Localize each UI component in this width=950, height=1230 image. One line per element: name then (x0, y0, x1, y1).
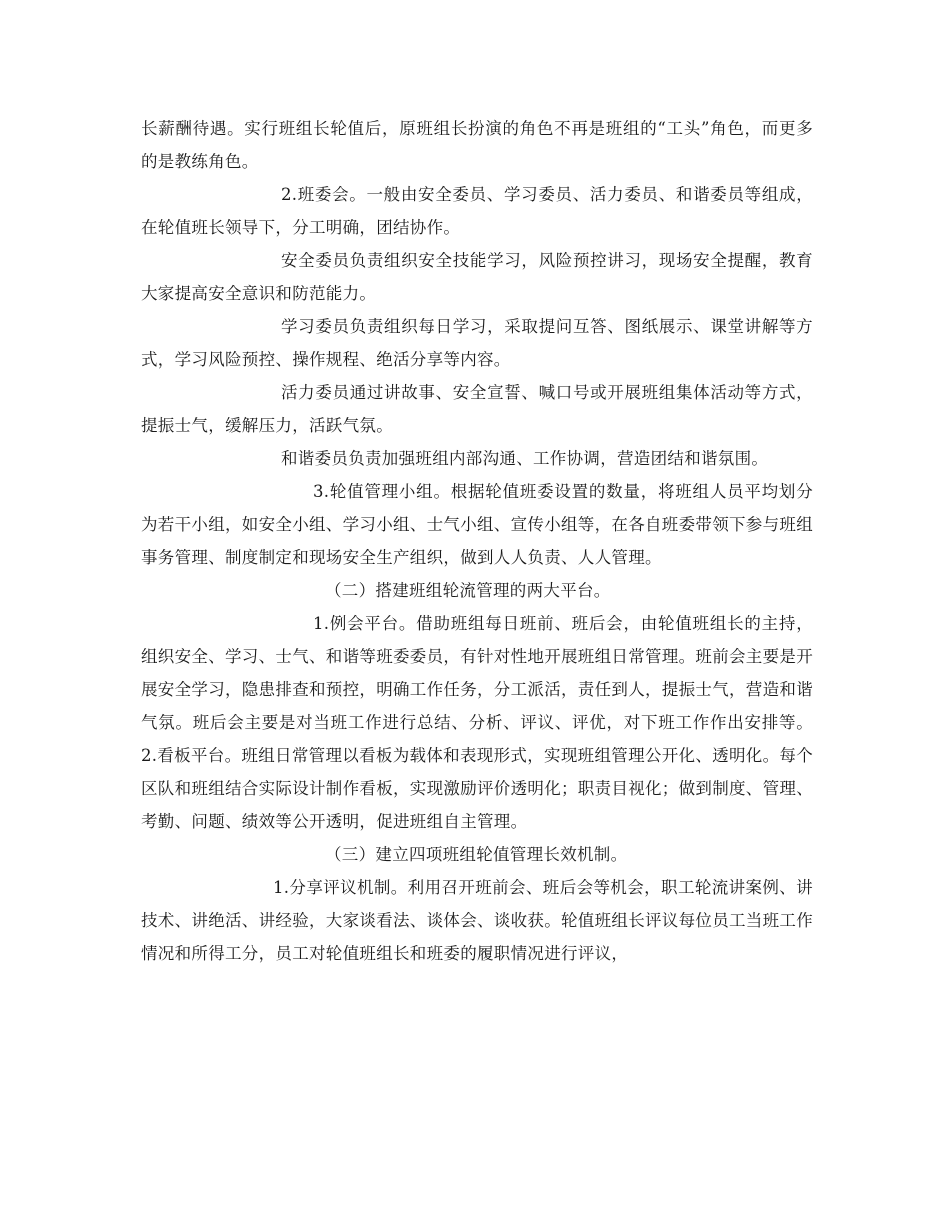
paragraph-safety-member: 安全委员负责组织安全技能学习，风险预控讲习，现场安全提醒，教育大家提高安全意识和防范能力。 (141, 251, 813, 303)
paragraph-meeting-platform: 1.例会平台。借助班组每日班前、班后会，由轮值班组长的主持，组织安全、学习、士气、和谐等班委委员，有针对性地开展班组日常管理。班前会主要是开展安全学习，隐患排查和预控，明确工作任务，分工派活，责任到人，提振士气，营造和谐气氛。班后会主要是对当班工作进行总结、分析、评议、评优，对下班工作作出安排等。 2.看板平台。班组日常管理以看板为载体和表现形式，实现班组管理公开化、透明化。每个区队和班组结合实际设计制作看板，实现激励评价透明化；职责目视化；做到制度、管理、考勤、问题、绩效等公开透明，促进班组自主管理。 (141, 614, 813, 831)
paragraph-study-member: 学习委员负责组织每日学习，采取提问互答、图纸展示、课堂讲解等方式，学习风险预控、操作规程、绝活分享等内容。 (141, 317, 813, 369)
paragraph-sharing-mechanism: 1.分享评议机制。利用召开班前会、班后会等机会，职工轮流讲案例、讲技术、讲绝活、讲经验，大家谈看法、谈体会、谈收获。轮值班组长评议每位员工当班工作情况和所得工分，员工对轮值班组长和班委的履职情况进行评议， (141, 878, 813, 963)
document-body (141, 112, 813, 970)
paragraph-continuation: 长薪酬待遇。实行班组长轮值后，原班组长扮演的角色不再是班组的“工头”角色，而更多的是教练角色。 (141, 119, 813, 171)
section-heading-four-mechanisms: （三）建立四项班组轮值管理长效机制。 (325, 845, 628, 864)
paragraph-class-committee: 2.班委会。一般由安全委员、学习委员、活力委员、和谐委员等组成，在轮值班长领导下，分工明确，团结协作。 (141, 185, 813, 237)
paragraph-vitality-member: 活力委员通过讲故事、安全宣誓、喊口号或开展班组集体活动等方式，提振士气，缓解压力，活跃气氛。 (141, 383, 813, 435)
paragraph-harmony-member: 和谐委员负责加强班组内部沟通、工作协调，营造团结和谐氛围。 (281, 449, 769, 468)
section-heading-two-platforms: （二）搭建班组轮流管理的两大平台。 (325, 581, 611, 600)
paragraph-rotation-groups: 3.轮值管理小组。根据轮值班委设置的数量，将班组人员平均划分为若干小组，如安全小组、学习小组、士气小组、宣传小组等，在各自班委带领下参与班组事务管理、制度制定和现场安全生产组织，做到人人负责、人人管理。 (141, 482, 813, 567)
